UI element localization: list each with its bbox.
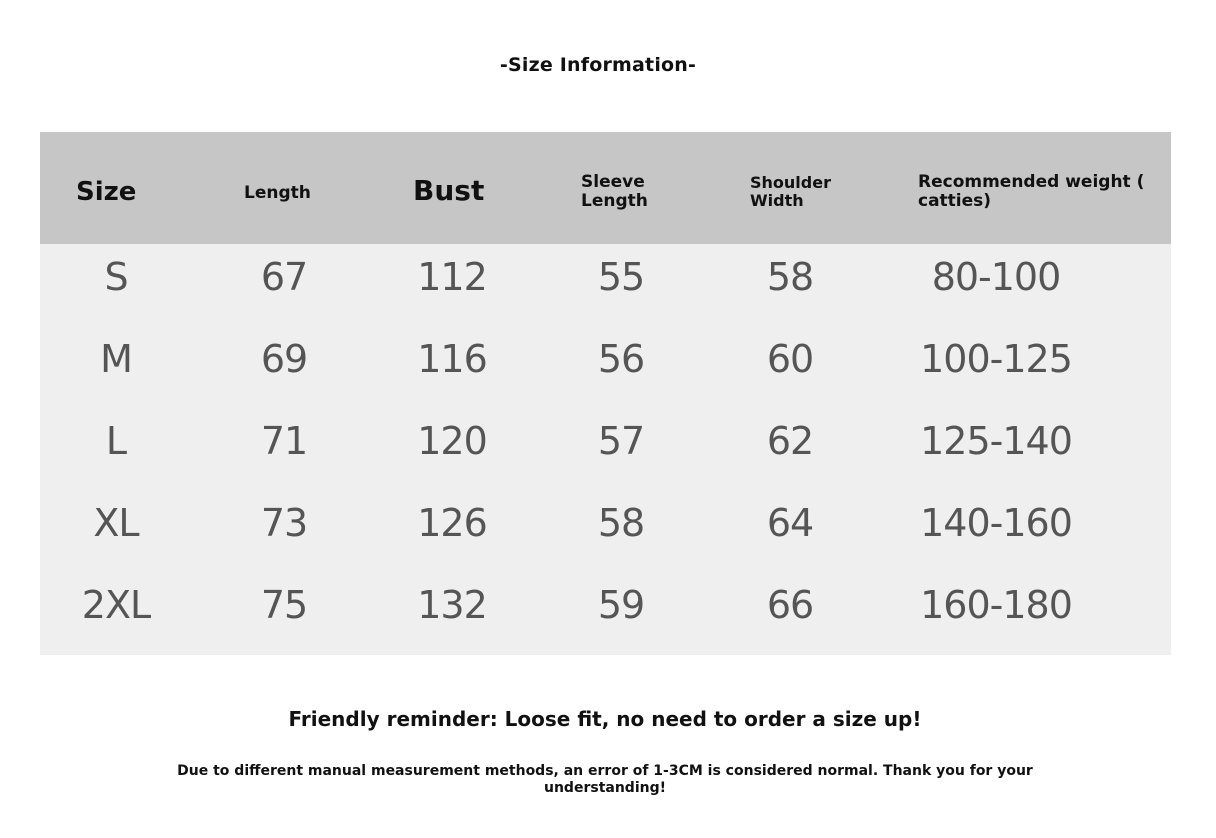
cell-sleeve-length: 57 bbox=[597, 419, 645, 463]
table-row bbox=[40, 490, 1171, 572]
cell-recommended-weight: 80-100 bbox=[931, 255, 1061, 299]
page-title: -Size Information- bbox=[499, 54, 697, 76]
header-recommended-weight: Recommended weight ( catties) bbox=[918, 172, 1145, 211]
table-header bbox=[40, 132, 1171, 244]
cell-bust: 120 bbox=[417, 419, 487, 463]
cell-shoulder-width: 62 bbox=[766, 419, 814, 463]
fit-reminder: Friendly reminder: Loose fit, no need to order a size up! bbox=[288, 707, 922, 731]
cell-length: 73 bbox=[260, 501, 308, 545]
size-table bbox=[40, 132, 1171, 655]
cell-recommended-weight: 100-125 bbox=[920, 337, 1072, 381]
table-row bbox=[40, 408, 1171, 490]
cell-bust: 126 bbox=[417, 501, 487, 545]
cell-recommended-weight: 160-180 bbox=[920, 583, 1072, 627]
cell-size: XL bbox=[93, 501, 139, 545]
cell-bust: 132 bbox=[417, 583, 487, 627]
table-row bbox=[40, 326, 1171, 408]
cell-sleeve-length: 56 bbox=[597, 337, 645, 381]
table-row bbox=[40, 244, 1171, 326]
cell-sleeve-length: 58 bbox=[597, 501, 645, 545]
header-shoulder-width: Shoulder Width bbox=[750, 173, 831, 210]
header-sleeve-length: Sleeve Length bbox=[581, 172, 648, 211]
cell-sleeve-length: 59 bbox=[597, 583, 645, 627]
cell-shoulder-width: 60 bbox=[766, 337, 814, 381]
cell-shoulder-width: 66 bbox=[766, 583, 814, 627]
cell-recommended-weight: 125-140 bbox=[920, 419, 1072, 463]
header-length: Length bbox=[244, 183, 311, 203]
header-bust: Bust bbox=[413, 174, 485, 207]
cell-length: 67 bbox=[260, 255, 308, 299]
cell-shoulder-width: 58 bbox=[766, 255, 814, 299]
table-row bbox=[40, 572, 1171, 654]
cell-size: M bbox=[100, 337, 132, 381]
table-body bbox=[40, 244, 1171, 654]
cell-size: 2XL bbox=[81, 583, 151, 627]
cell-length: 75 bbox=[260, 583, 308, 627]
cell-size: S bbox=[104, 255, 128, 299]
cell-length: 71 bbox=[260, 419, 308, 463]
cell-recommended-weight: 140-160 bbox=[920, 501, 1072, 545]
header-size: Size bbox=[76, 177, 137, 207]
cell-sleeve-length: 55 bbox=[597, 255, 645, 299]
cell-bust: 116 bbox=[417, 337, 487, 381]
cell-shoulder-width: 64 bbox=[766, 501, 814, 545]
cell-length: 69 bbox=[260, 337, 308, 381]
measurement-note: Due to different manual measurement methods, an error of 1-3CM is considered normal. Thank you for your understanding! bbox=[177, 763, 1033, 796]
cell-size: L bbox=[105, 419, 127, 463]
cell-bust: 112 bbox=[417, 255, 487, 299]
